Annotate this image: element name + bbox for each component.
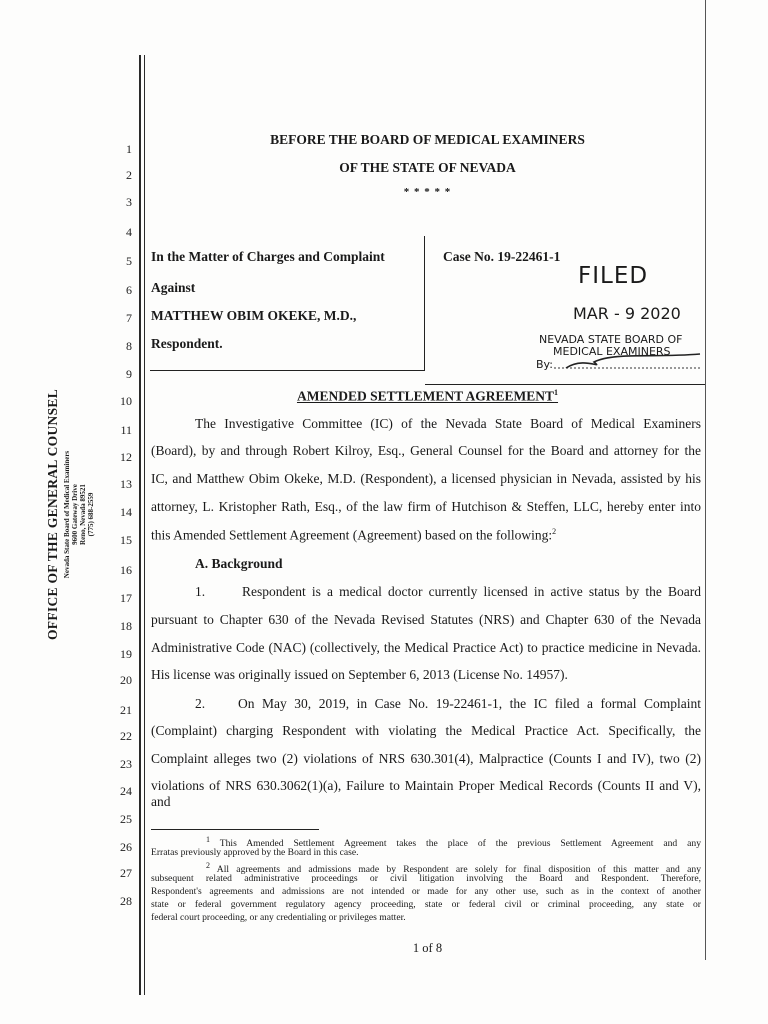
footnote-2: $^2$ All agreements and admissions made by Respondent are solely for final disposition of this matter and any — [206, 861, 701, 876]
line-number: 25 — [120, 812, 132, 826]
left-margin-rule — [139, 55, 141, 995]
line-number: 3 — [126, 195, 132, 209]
caption-matter: In the Matter of Charges and Complaint — [151, 249, 385, 264]
footnote-separator — [151, 829, 319, 830]
office-title: OFFICE OF THE GENERAL COUNSEL — [45, 389, 60, 640]
line-number: 1 — [126, 142, 132, 156]
line-number: 7 — [126, 311, 132, 325]
line-number: 5 — [126, 254, 132, 268]
line-number: 10 — [120, 394, 132, 408]
footnote-2-cont: subsequent related administrative proceedings or civil litigation involving the Board and Respondent. Therefore, — [151, 873, 701, 884]
caption-right-rule — [425, 384, 705, 385]
right-margin-rule — [705, 0, 706, 960]
caption-against: Against — [151, 280, 196, 295]
paragraph-2-line: On May 30, 2019, in Case No. 19-22461-1, the IC filed a formal Complaint — [238, 696, 701, 711]
office-address-line: Nevada State Board of Medical Examiners — [63, 450, 71, 579]
footnote-1-cont: Erratas previously approved by the Board in this case. — [151, 847, 359, 858]
line-number: 21 — [120, 703, 132, 717]
line-number: 2 — [126, 168, 132, 182]
caption-respondent-label: Respondent. — [151, 336, 223, 351]
line-number: 19 — [120, 647, 132, 661]
heading-stars: * * * * * — [403, 186, 452, 198]
office-stamp — [0, 390, 110, 640]
filed-stamp-board: NEVADA STATE BOARD OF — [539, 333, 683, 346]
footnote-2-cont: Respondent's agreements and admissions are not intended or made for any other use, such as in the context of another — [151, 886, 701, 897]
line-number: 16 — [120, 563, 132, 577]
line-number: 8 — [126, 339, 132, 353]
line-number: 20 — [120, 673, 132, 687]
line-number: 17 — [120, 591, 132, 605]
paragraph-2-line: Complaint alleges two (2) violations of NRS 630.301(4), Malpractice (Counts I and IV), two (2) — [151, 751, 701, 766]
caption-divider — [424, 236, 425, 370]
line-number: 22 — [120, 729, 132, 743]
line-number: 6 — [126, 283, 132, 297]
paragraph-1-line: pursuant to Chapter 630 of the Nevada Revised Statutes (NRS) and Chapter 630 of the Nevada — [151, 612, 701, 627]
paragraph-number: 1. — [195, 584, 206, 599]
paragraph-2-line: (Complaint) charging Respondent with violating the Medical Practice Act. Specifically, the — [151, 723, 701, 738]
line-number: 23 — [120, 757, 132, 771]
caption-bottom-rule — [150, 370, 425, 371]
office-address-line: Reno, Nevada 89521 — [79, 484, 87, 545]
intro-line: IC, and Matthew Obim Okeke, M.D. (Respondent), a licensed physician in Nevada, assisted by his — [151, 471, 701, 486]
office-phone: (775) 688-2559 — [87, 492, 95, 537]
line-number: 15 — [120, 533, 132, 547]
line-number: 18 — [120, 619, 132, 633]
paragraph-1-line: Respondent is a medical doctor currently licensed in active status by the Board — [242, 584, 701, 599]
line-number: 14 — [120, 505, 132, 519]
line-number: 28 — [120, 894, 132, 908]
intro-line-last: this Amended Settlement Agreement (Agreement) based on the following:$^2$ — [151, 527, 557, 543]
footnote-2-cont: federal court proceeding, or any credentialing or privileges matter. — [151, 912, 406, 923]
intro-line: (Board), by and through Robert Kilroy, Esq., General Counsel for the Board and attorney for the — [151, 443, 701, 458]
filed-stamp-label: FILED — [578, 263, 649, 289]
document-title: AMENDED SETTLEMENT AGREEMENT$^1$ — [296, 388, 559, 404]
intro-line: attorney, L. Kristopher Rath, Esq., of the law firm of Hutchison & Steffen, LLC, hereby enter into — [151, 499, 701, 514]
signature-mark — [554, 348, 704, 374]
line-number: 13 — [120, 477, 132, 491]
filed-stamp-date: MAR - 9 2020 — [573, 304, 681, 323]
section-heading-background: A. Background — [195, 556, 283, 571]
filed-stamp-board: MEDICAL EXAMINERS — [553, 345, 671, 358]
line-number: 11 — [120, 423, 132, 437]
line-number: 4 — [126, 225, 132, 239]
line-number: 9 — [126, 367, 132, 381]
caption-respondent-name: MATTHEW OBIM OKEKE, M.D., — [151, 308, 357, 323]
paragraph-2-line: violations of NRS 630.3062(1)(a), Failure to Maintain Proper Medical Records (Counts II and V), and — [151, 778, 701, 809]
footnote-2-cont: state or federal government regulatory agency proceeding, state or federal civil or criminal proceeding, any state or — [151, 899, 701, 910]
heading-state: OF THE STATE OF NEVADA — [339, 160, 516, 175]
intro-line: The Investigative Committee (IC) of the Nevada State Board of Medical Examiners — [195, 416, 701, 431]
office-address-line: 9600 Gateway Drive — [71, 484, 79, 545]
paragraph-1-line: Administrative Code (NAC) (collectively, the Medical Practice Act) to practice medicine in Nevada. — [151, 640, 701, 655]
line-number: 26 — [120, 840, 132, 854]
page-number: 1 of 8 — [412, 941, 443, 955]
heading-board: BEFORE THE BOARD OF MEDICAL EXAMINERS — [270, 132, 585, 147]
line-number: 24 — [120, 784, 132, 798]
line-number: 12 — [120, 450, 132, 464]
case-number: Case No. 19-22461-1 — [443, 249, 561, 264]
paragraph-1-line: His license was originally issued on September 6, 2013 (License No. 14957). — [151, 667, 568, 682]
paragraph-number: 2. — [195, 696, 206, 711]
filed-stamp-by: By: — [536, 358, 553, 371]
line-number: 27 — [120, 866, 132, 880]
footnote-1: $^1$ This Amended Settlement Agreement takes the place of the previous Settlement Agreement and any — [206, 835, 701, 850]
left-margin-rule-inner — [144, 55, 145, 995]
